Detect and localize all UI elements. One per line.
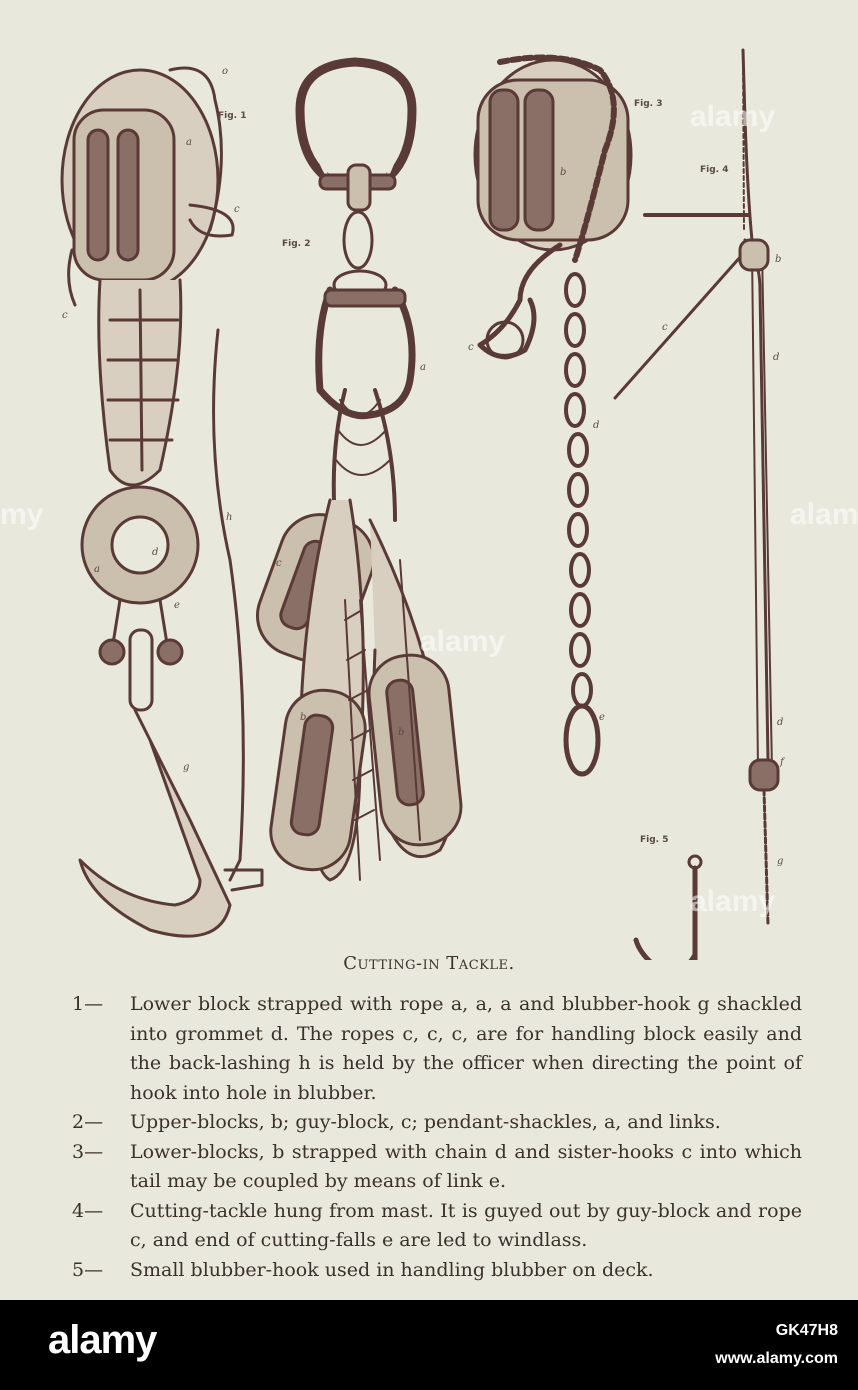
svg-text:f: f <box>780 757 784 768</box>
svg-text:c: c <box>468 342 474 353</box>
svg-text:d: d <box>152 547 159 558</box>
legend-item-3 <box>72 1138 802 1197</box>
legend-item-2 <box>72 1108 802 1138</box>
svg-text:b: b <box>300 712 307 723</box>
fig4-cutting-tackle-drawing <box>615 50 778 925</box>
fig2-label: Fig. 2 <box>282 239 311 249</box>
watermark-middle: alamy <box>420 625 506 658</box>
svg-text:e: e <box>174 600 180 611</box>
watermark-right: alam <box>790 498 858 531</box>
svg-text:g: g <box>777 856 784 867</box>
svg-text:h: h <box>226 512 233 523</box>
watermark-top: alamy <box>690 100 776 133</box>
svg-text:d: d <box>593 420 600 431</box>
svg-text:e: e <box>599 712 605 723</box>
legend-number: 1— <box>72 993 104 1015</box>
svg-text:o: o <box>222 66 229 77</box>
site-url: www.alamy.com <box>715 1350 838 1367</box>
svg-text:a: a <box>186 137 192 148</box>
fig4-label: Fig. 4 <box>700 165 729 175</box>
legend-number: 2— <box>72 1111 104 1133</box>
svg-text:c: c <box>662 322 668 333</box>
fig3-lower-blocks-chain-drawing <box>475 58 631 775</box>
caption-title: Cutting-in Tackle. <box>343 953 515 974</box>
svg-text:b: b <box>775 254 782 265</box>
svg-text:a: a <box>420 362 426 373</box>
watermark-left: my <box>0 498 44 531</box>
legend-number: 4— <box>72 1199 104 1222</box>
legend-item-5 <box>72 1256 802 1286</box>
legend-number: 5— <box>72 1258 104 1281</box>
fig3-label: Fig. 3 <box>634 99 663 109</box>
watermark-bottom: alamy <box>690 885 776 918</box>
fig5-label: Fig. 5 <box>640 835 669 845</box>
svg-text:c: c <box>276 558 282 569</box>
svg-text:b: b <box>398 727 405 738</box>
svg-text:d: d <box>777 717 784 728</box>
legend-text: Cutting-tackle hung from mast. It is guyed out by guy-block and rope c, and end of cutting-falls e are led to windlass. <box>130 1199 802 1251</box>
svg-text:g: g <box>183 762 190 773</box>
legend-text: Upper-blocks, b; guy-block, c; pendant-shackles, a, and links. <box>130 1111 721 1133</box>
fig1-label: Fig. 1 <box>218 111 247 121</box>
svg-text:d: d <box>773 352 780 363</box>
fig2-upper-blocks-drawing <box>246 62 465 880</box>
legend-item-4 <box>72 1197 802 1256</box>
legend-number: 3— <box>72 1140 104 1163</box>
brand-logo: alamy <box>48 1318 157 1362</box>
figure-legend <box>72 990 802 1285</box>
fig1-lower-block-drawing <box>62 68 262 936</box>
svg-text:c: c <box>234 204 240 215</box>
svg-text:a: a <box>94 564 100 575</box>
image-id: GK47H8 <box>775 1322 838 1339</box>
legend-text: Lower block strapped with rope a, a, a and blubber-hook g shackled into grommet d. The ropes c, c, c, are for handling block easily and the back-lashing h is held by the officer when directing the point of hook into hole in blubber. <box>130 993 802 1104</box>
svg-text:b: b <box>560 167 567 178</box>
legend-text: Lower-blocks, b strapped with chain d and sister-hooks c into which tail may be coupled by means of link e. <box>130 1140 802 1192</box>
svg-text:c: c <box>62 310 68 321</box>
legend-text: Small blubber-hook used in handling blubber on deck. <box>130 1258 654 1281</box>
legend-item-1 <box>72 990 802 1108</box>
